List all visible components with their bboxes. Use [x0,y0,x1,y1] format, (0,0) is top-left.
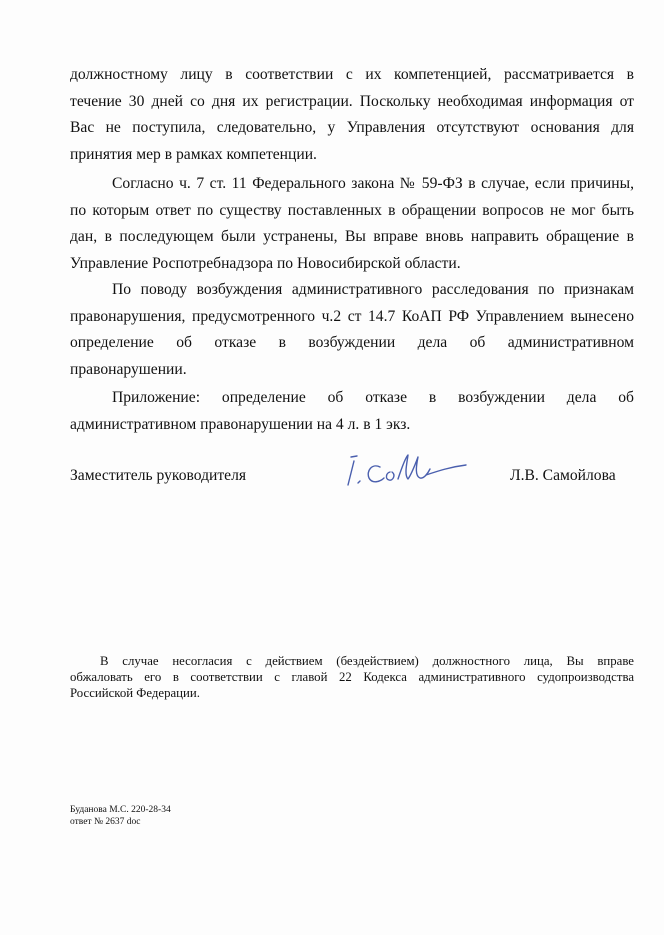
text-line: обжаловать его в соответствии с главой 22 Кодекса административного судопроизводства [70,670,634,684]
appeal-notice [70,653,634,701]
paragraph-attachment [70,385,634,438]
text-line: Управление Роспотребнадзора по Новосибирской области. [70,254,461,272]
executor-contact: Буданова М.С. 220-28-34 [70,805,171,815]
signer-title: Заместитель руководителя [70,467,247,484]
response-reference: ответ № 2637 doc [70,817,141,827]
paragraph-law-reference [70,171,634,277]
text-line: правонарушения, предусмотренного ч.2 ст 14.7 КоАП РФ Управлением вынесено [70,307,634,325]
text-line: принятия мер в рамках компетенции. [70,145,317,163]
paragraph-competence [70,62,634,168]
signer-name: Л.В. Самойлова [510,467,616,484]
text-line: административном правонарушении на 4 л. в 1 экз. [70,415,411,433]
text-line: Вас не поступила, следовательно, у Управления отсутствуют основания для [70,119,634,136]
text-line: течение 30 дней со дня их регистрации. Поскольку необходимая информация от [70,92,634,110]
text-line: Российской Федерации. [70,686,200,700]
handwritten-signature-icon [338,445,468,491]
paragraph-investigation [70,277,634,383]
signature-block [70,467,634,497]
text-line: Согласно ч. 7 ст. 11 Федерального закона № 59-ФЗ в случае, если причины, [112,175,634,192]
executor-info [70,804,171,828]
text-line: По поводу возбуждения административного расследования по признакам [112,281,634,298]
text-line: правонарушении. [70,360,187,378]
text-line: по которым ответ по существу поставленных в обращении вопросов не мог быть [70,201,634,219]
text-line: определение об отказе в возбуждении дела об административном [70,334,634,351]
text-line: В случае несогласия с действием (бездействием) должностного лица, Вы вправе [100,654,634,668]
text-line: дан, в последующем были устранены, Вы вправе вновь направить обращение в [70,228,634,245]
text-line: должностному лицу в соответствии с их компетенцией, рассматривается в [70,66,634,83]
text-line: Приложение: определение об отказе в возбуждении дела об [112,389,634,406]
